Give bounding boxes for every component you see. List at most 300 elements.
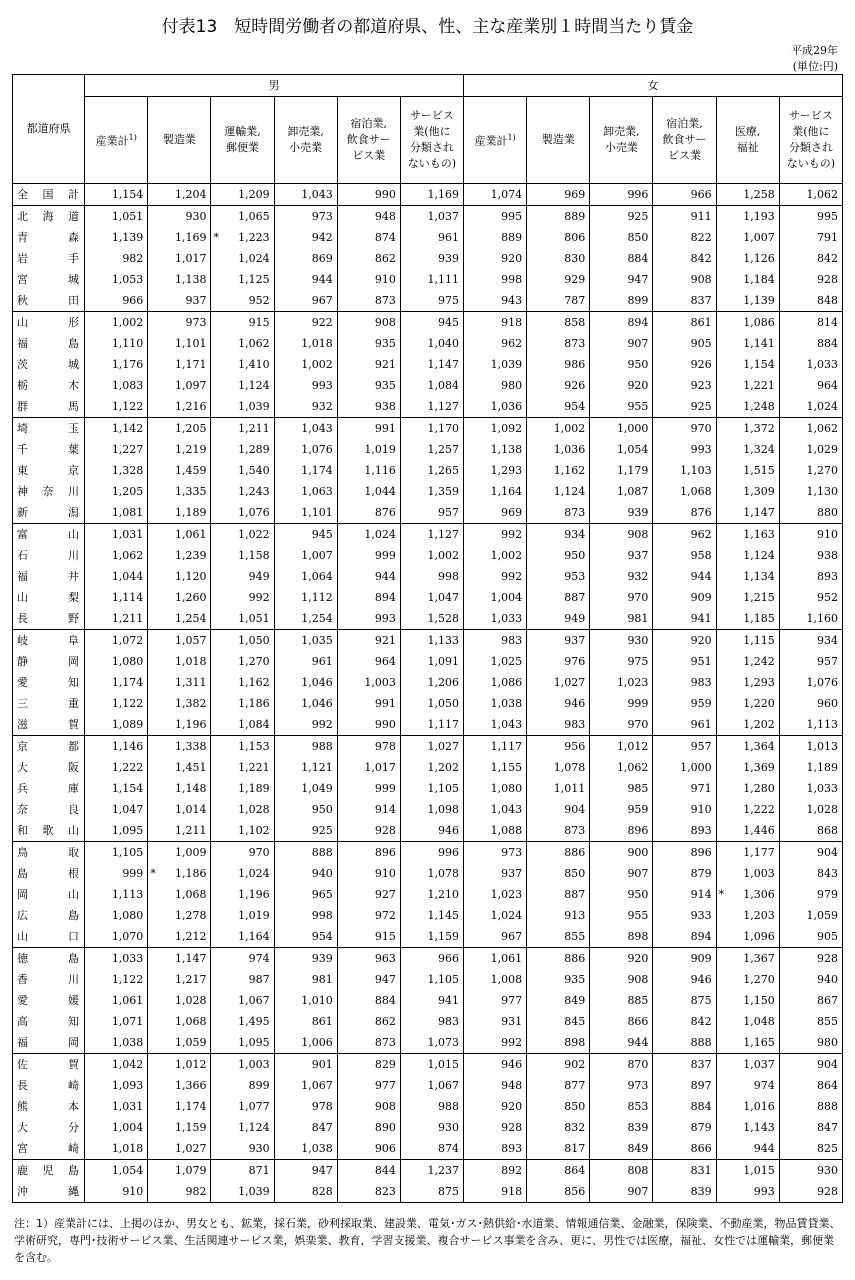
wage-cell: 1,209 xyxy=(211,184,274,206)
wage-cell: 822 xyxy=(653,227,716,248)
wage-cell: 850 xyxy=(527,1096,590,1117)
wage-cell: 1,027 xyxy=(148,1138,211,1160)
wage-cell: 1,028 xyxy=(779,799,842,820)
table-row xyxy=(13,418,843,440)
wage-cell: 1,148 xyxy=(148,778,211,799)
wage-cell: 1,042 xyxy=(85,1054,148,1076)
wage-cell: 1,169 xyxy=(400,184,463,206)
wage-cell: 791 xyxy=(779,227,842,248)
wage-cell: 787 xyxy=(527,290,590,312)
prefecture-name: 福 岡 xyxy=(13,1032,85,1054)
prefecture-name: 岡 山 xyxy=(13,884,85,905)
wage-cell: 955 xyxy=(590,905,653,926)
wage-cell: 1,179 xyxy=(590,460,653,481)
wage-cell: 1,139 xyxy=(716,290,779,312)
wage-cell: 954 xyxy=(274,926,337,948)
wage-cell: 1,162 xyxy=(527,460,590,481)
wage-cell: 887 xyxy=(527,587,590,608)
prefecture-name: 熊 本 xyxy=(13,1096,85,1117)
wage-cell: 945 xyxy=(400,312,463,334)
wage-cell: 1,072 xyxy=(85,630,148,652)
wage-cell: 907 xyxy=(590,863,653,884)
wage-cell: 1,186 xyxy=(211,693,274,714)
wage-cell: 961 xyxy=(653,714,716,736)
wage-cell: 980 xyxy=(779,1032,842,1054)
table-row xyxy=(13,757,843,778)
wage-cell: 1,127 xyxy=(400,524,463,546)
prefecture-name: 奈 良 xyxy=(13,799,85,820)
wage-cell: 1,002 xyxy=(527,418,590,440)
wage-cell: 1,000 xyxy=(653,757,716,778)
wage-cell: 1,289 xyxy=(211,439,274,460)
wage-cell: 929 xyxy=(527,269,590,290)
wage-cell: 1,084 xyxy=(400,375,463,396)
wage-cell: 977 xyxy=(337,1075,400,1096)
wage-cell: 831 xyxy=(653,1160,716,1182)
wage-cell: 1,018 xyxy=(148,651,211,672)
wage-cell: 950 xyxy=(590,354,653,375)
wage-cell: 874 xyxy=(337,227,400,248)
wage-cell: 990 xyxy=(337,184,400,206)
wage-cell: 930 xyxy=(211,1138,274,1160)
prefecture-name: 新 潟 xyxy=(13,502,85,524)
wage-cell: 1,165 xyxy=(716,1032,779,1054)
prefecture-name: 山 口 xyxy=(13,926,85,948)
wage-cell: 915 xyxy=(211,312,274,334)
wage-cell: 959 xyxy=(590,799,653,820)
wage-cell: 871 xyxy=(211,1160,274,1182)
wage-cell: 1,369 xyxy=(716,757,779,778)
wage-cell: 1,050 xyxy=(400,693,463,714)
wage-cell: 1,143 xyxy=(716,1117,779,1138)
prefecture-name: 愛 知 xyxy=(13,672,85,693)
wage-cell: 1,248 xyxy=(716,396,779,418)
wage-cell: 1,068 xyxy=(653,481,716,502)
footnote-text: 注：1）産業計には、上掲のほか、男女とも、鉱業，採石業，砂利採取業、建設業、電気･ガス･熱供給･水道業、情報通信業、金融業，保険業、不動産業，物品賃貸業、学術研究，専門･技術サービス業、生活関連サービス業，娯楽業、教育，学習支援業、複合サービス事業を含み、更に、男性では医療，福祉、女性では運輸業，郵便業を含む。 xyxy=(14,1217,841,1264)
wage-cell: 951 xyxy=(653,651,716,672)
wage-cell: 1,080 xyxy=(464,778,527,799)
column-header: 運輸業, 郵便業 xyxy=(211,97,274,184)
wage-cell: 1,040 xyxy=(400,333,463,354)
wage-cell: 1,012 xyxy=(590,736,653,758)
table-row xyxy=(13,948,843,970)
table-row xyxy=(13,1160,843,1182)
wage-cell: 1,164 xyxy=(464,481,527,502)
wage-cell: 884 xyxy=(653,1096,716,1117)
table-row xyxy=(13,545,843,566)
wage-cell: 1,139 xyxy=(85,227,148,248)
wage-cell: 1,051 xyxy=(85,206,148,228)
wage-cell: 1,067 xyxy=(274,1075,337,1096)
wage-cell: 898 xyxy=(527,1032,590,1054)
wage-cell: 1,216 xyxy=(148,396,211,418)
table-row xyxy=(13,460,843,481)
table-row xyxy=(13,502,843,524)
wage-cell: 1,017 xyxy=(337,757,400,778)
wage-cell: 1,018 xyxy=(274,333,337,354)
wage-cell: 1,215 xyxy=(716,587,779,608)
wage-cell: 1,015 xyxy=(716,1160,779,1182)
wage-cell: 1,115 xyxy=(716,630,779,652)
prefecture-name: 長 野 xyxy=(13,608,85,630)
wage-cell: 998 xyxy=(274,905,337,926)
wage-cell: 983 xyxy=(653,672,716,693)
wage-cell: 901 xyxy=(274,1054,337,1076)
wage-cell: 908 xyxy=(653,269,716,290)
wage-cell: 1,177 xyxy=(716,842,779,864)
wage-cell: 966 xyxy=(653,184,716,206)
wage-cell: 894 xyxy=(590,312,653,334)
wage-cell: 1,205 xyxy=(85,481,148,502)
wage-cell: 1,063 xyxy=(274,481,337,502)
wage-cell: 1,083 xyxy=(85,375,148,396)
wage-cell: 999 xyxy=(337,545,400,566)
wage-cell: 930 xyxy=(148,206,211,228)
wage-cell: 970 xyxy=(653,418,716,440)
wage-cell: 1,133 xyxy=(400,630,463,652)
wage-cell: 1,033 xyxy=(464,608,527,630)
wage-cell: 1,364 xyxy=(716,736,779,758)
wage-cell: 996 xyxy=(400,842,463,864)
wage-cell: 974 xyxy=(716,1075,779,1096)
wage-cell: 947 xyxy=(274,1160,337,1182)
wage-cell: 952 xyxy=(211,290,274,312)
wage-cell: 876 xyxy=(653,502,716,524)
table-row xyxy=(13,1075,843,1096)
wage-cell: 937 xyxy=(148,290,211,312)
wage-cell: 1,270 xyxy=(779,460,842,481)
wage-cell: 1,036 xyxy=(527,439,590,460)
prefecture-name: 岐 阜 xyxy=(13,630,85,652)
wage-cell: 953 xyxy=(527,566,590,587)
wage-cell: 844 xyxy=(337,1160,400,1182)
wage-cell: 847 xyxy=(274,1117,337,1138)
wage-cell: 932 xyxy=(274,396,337,418)
wage-cell: 1,054 xyxy=(590,439,653,460)
wage-cell: 1,017 xyxy=(148,248,211,269)
wage-cell: 1,093 xyxy=(85,1075,148,1096)
prefecture-name: 大 分 xyxy=(13,1117,85,1138)
wage-cell: 842 xyxy=(653,248,716,269)
wage-cell: 1,022 xyxy=(211,524,274,546)
wage-cell: 999 xyxy=(337,778,400,799)
wage-cell: 850 xyxy=(590,227,653,248)
wage-cell: 1,163 xyxy=(716,524,779,546)
wage-cell: 1,170 xyxy=(400,418,463,440)
wage-cell: 823 xyxy=(337,1181,400,1203)
female-header: 女 xyxy=(464,75,843,97)
wage-cell: 975 xyxy=(590,651,653,672)
wage-cell: 948 xyxy=(464,1075,527,1096)
wage-cell: 920 xyxy=(590,375,653,396)
wage-cell: 1,243 xyxy=(211,481,274,502)
wage-cell: 938 xyxy=(337,396,400,418)
wage-cell: 1,155 xyxy=(464,757,527,778)
wage-cell: 1,270 xyxy=(716,969,779,990)
wage-cell: 1,122 xyxy=(85,396,148,418)
wage-cell: 1,189 xyxy=(211,778,274,799)
wage-cell: 910 xyxy=(779,524,842,546)
wage-cell: 1,162 xyxy=(211,672,274,693)
wage-cell: 983 xyxy=(464,630,527,652)
wage-cell: 928 xyxy=(464,1117,527,1138)
wage-cell: 1,125 xyxy=(211,269,274,290)
table-row xyxy=(13,651,843,672)
wage-cell: 1,174 xyxy=(274,460,337,481)
male-header: 男 xyxy=(85,75,464,97)
wage-cell: 1,189 xyxy=(779,757,842,778)
prefecture-name: 富 山 xyxy=(13,524,85,546)
wage-cell: 1,002 xyxy=(464,545,527,566)
wage-cell: 1,159 xyxy=(148,1117,211,1138)
wage-cell: 965 xyxy=(274,884,337,905)
wage-cell: 1,078 xyxy=(400,863,463,884)
wage-cell: 862 xyxy=(337,248,400,269)
wage-cell: 969 xyxy=(527,184,590,206)
wage-cell: 1,010 xyxy=(274,990,337,1011)
wage-cell: 1,019 xyxy=(337,439,400,460)
table-row xyxy=(13,184,843,206)
wage-cell: 1,044 xyxy=(337,481,400,502)
table-row xyxy=(13,566,843,587)
wage-cell: 898 xyxy=(590,926,653,948)
wage-cell: 888 xyxy=(653,1032,716,1054)
wage-cell: 1,184 xyxy=(716,269,779,290)
prefecture-name: 沖 縄 xyxy=(13,1181,85,1203)
wage-cell: 879 xyxy=(653,1117,716,1138)
table-row xyxy=(13,842,843,864)
wage-cell: 868 xyxy=(779,820,842,842)
wage-cell: 1,254 xyxy=(274,608,337,630)
wage-cell: 1,237 xyxy=(400,1160,463,1182)
wage-cell: 1,013 xyxy=(779,736,842,758)
wage-cell: 873 xyxy=(337,290,400,312)
prefecture-name: 佐 賀 xyxy=(13,1054,85,1076)
wage-cell: 1,064 xyxy=(274,566,337,587)
wage-cell: 1,095 xyxy=(211,1032,274,1054)
wage-cell: 864 xyxy=(527,1160,590,1182)
wage-cell: 1,127 xyxy=(400,396,463,418)
wage-cell: 1,159 xyxy=(400,926,463,948)
wage-cell: 1,012 xyxy=(148,1054,211,1076)
wage-cell: 1,122 xyxy=(85,969,148,990)
wage-cell: 1,023 xyxy=(590,672,653,693)
prefecture-name: 福 井 xyxy=(13,566,85,587)
wage-cell: 991 xyxy=(337,418,400,440)
table-row xyxy=(13,736,843,758)
wage-cell: 1,446 xyxy=(716,820,779,842)
wage-cell: 879 xyxy=(653,863,716,884)
wage-cell: 1,054 xyxy=(85,1160,148,1182)
wage-cell: 947 xyxy=(590,269,653,290)
wage-cell: 1,043 xyxy=(274,418,337,440)
wage-cell: 946 xyxy=(653,969,716,990)
wage-cell: 1,138 xyxy=(464,439,527,460)
wage-cell: 945 xyxy=(274,524,337,546)
wage-cell: 1,033 xyxy=(779,354,842,375)
wage-cell: 948 xyxy=(337,206,400,228)
wage-cell: 910 xyxy=(85,1181,148,1203)
wage-cell: 1,033 xyxy=(779,778,842,799)
wage-cell: 1,138 xyxy=(148,269,211,290)
wage-cell: 920 xyxy=(464,1096,527,1117)
wage-cell: 1,019 xyxy=(211,905,274,926)
wage-cell: 910 xyxy=(337,269,400,290)
wage-cell: 893 xyxy=(464,1138,527,1160)
wage-cell: 829 xyxy=(337,1054,400,1076)
wage-cell: 1,046 xyxy=(274,693,337,714)
prefecture-name: 宮 崎 xyxy=(13,1138,85,1160)
wage-cell: 1,037 xyxy=(400,206,463,228)
wage-cell: 928 xyxy=(779,1181,842,1203)
table-row xyxy=(13,990,843,1011)
table-row xyxy=(13,206,843,228)
wage-cell: 904 xyxy=(779,842,842,864)
wage-cell: 892 xyxy=(464,1160,527,1182)
wage-cell: 1,105 xyxy=(400,778,463,799)
table-row xyxy=(13,481,843,502)
wage-cell: 942 xyxy=(274,227,337,248)
wage-cell: 1,046 xyxy=(274,672,337,693)
wage-cell: 1,004 xyxy=(464,587,527,608)
wage-cell: 983 xyxy=(527,714,590,736)
wage-cell: 956 xyxy=(527,736,590,758)
wage-cell: 921 xyxy=(337,354,400,375)
wage-cell: 1,086 xyxy=(464,672,527,693)
wage-cell: 1,451 xyxy=(148,757,211,778)
wage-cell: 946 xyxy=(527,693,590,714)
wage-cell: 933 xyxy=(653,905,716,926)
wage-cell: 877 xyxy=(527,1075,590,1096)
prefecture-name: 山 梨 xyxy=(13,587,85,608)
wage-cell: 1,124 xyxy=(527,481,590,502)
table-row xyxy=(13,799,843,820)
prefecture-name: 福 島 xyxy=(13,333,85,354)
wage-cell: 930 xyxy=(400,1117,463,1138)
wage-cell: 988 xyxy=(400,1096,463,1117)
wage-cell: 888 xyxy=(779,1096,842,1117)
wage-cell: 993 xyxy=(653,439,716,460)
wage-cell: 848 xyxy=(779,290,842,312)
wage-cell: 957 xyxy=(779,651,842,672)
wage-cell: 978 xyxy=(274,1096,337,1117)
wage-cell: * 1,223 xyxy=(211,227,274,248)
wage-cell: 914 xyxy=(653,884,716,905)
wage-cell: 993 xyxy=(337,608,400,630)
wage-cell: 847 xyxy=(779,1117,842,1138)
wage-cell: 1,098 xyxy=(400,799,463,820)
table-row xyxy=(13,269,843,290)
wage-cell: 922 xyxy=(274,312,337,334)
pref-header: 都道府県 xyxy=(13,75,85,184)
wage-cell: 906 xyxy=(337,1138,400,1160)
wage-cell: 1,270 xyxy=(211,651,274,672)
prefecture-name: 徳 島 xyxy=(13,948,85,970)
table-row xyxy=(13,1138,843,1160)
wage-cell: 1,112 xyxy=(274,587,337,608)
wage-cell: 1,171 xyxy=(148,354,211,375)
wage-cell: 1,105 xyxy=(400,969,463,990)
wage-cell: 1,372 xyxy=(716,418,779,440)
wage-cell: 909 xyxy=(653,948,716,970)
wage-cell: 931 xyxy=(464,1011,527,1032)
wage-cell: 885 xyxy=(590,990,653,1011)
wage-cell: 1,202 xyxy=(400,757,463,778)
wage-cell: * 1,186 xyxy=(148,863,211,884)
wage-cell: 925 xyxy=(274,820,337,842)
wage-cell: 934 xyxy=(527,524,590,546)
wage-cell: 970 xyxy=(211,842,274,864)
wage-cell: 999 xyxy=(85,863,148,884)
wage-cell: 1,145 xyxy=(400,905,463,926)
prefecture-name: 大 阪 xyxy=(13,757,85,778)
wage-cell: 1,044 xyxy=(85,566,148,587)
wage-cell: 970 xyxy=(590,714,653,736)
wage-cell: 980 xyxy=(464,375,527,396)
wage-cell: 845 xyxy=(527,1011,590,1032)
wage-cell: 1,222 xyxy=(716,799,779,820)
wage-cell: 1,147 xyxy=(148,948,211,970)
wage-cell: 842 xyxy=(653,1011,716,1032)
wage-cell: 889 xyxy=(464,227,527,248)
wage-cell: 1,031 xyxy=(85,524,148,546)
wage-cell: 858 xyxy=(527,312,590,334)
wage-cell: 920 xyxy=(653,630,716,652)
wage-cell: 926 xyxy=(653,354,716,375)
wage-cell: 832 xyxy=(527,1117,590,1138)
column-header: サービス 業(他に 分類され ないもの) xyxy=(779,97,842,184)
wage-cell: 981 xyxy=(590,608,653,630)
wage-cell: 973 xyxy=(590,1075,653,1096)
wage-cell: 880 xyxy=(779,502,842,524)
wage-cell: 1,111 xyxy=(400,269,463,290)
wage-cell: 866 xyxy=(653,1138,716,1160)
wage-cell: 1,048 xyxy=(716,1011,779,1032)
table-row xyxy=(13,439,843,460)
wage-cell: 1,174 xyxy=(85,672,148,693)
table-row xyxy=(13,905,843,926)
wage-cell: 900 xyxy=(590,842,653,864)
wage-cell: 1,309 xyxy=(716,481,779,502)
wage-cell: 1,037 xyxy=(716,1054,779,1076)
prefecture-name: 秋 田 xyxy=(13,290,85,312)
wage-cell: 977 xyxy=(464,990,527,1011)
wage-cell: 973 xyxy=(274,206,337,228)
wage-cell: 974 xyxy=(211,948,274,970)
prefecture-name: 兵 庫 xyxy=(13,778,85,799)
wage-cell: 928 xyxy=(779,948,842,970)
wage-cell: 1,293 xyxy=(464,460,527,481)
wage-cell: 1,459 xyxy=(148,460,211,481)
wage-cell: 1,016 xyxy=(716,1096,779,1117)
wage-cell: 1,038 xyxy=(85,1032,148,1054)
wage-cell: 1,154 xyxy=(85,778,148,799)
wage-cell: 1,150 xyxy=(716,990,779,1011)
wage-cell: 982 xyxy=(148,1181,211,1203)
wage-cell: 1,062 xyxy=(779,184,842,206)
wage-cell: 1,015 xyxy=(400,1054,463,1076)
asterisk-mark: * xyxy=(213,231,219,244)
wage-cell: 1,328 xyxy=(85,460,148,481)
wage-cell: 1,146 xyxy=(85,736,148,758)
wage-cell: 839 xyxy=(653,1181,716,1203)
wage-cell: 828 xyxy=(274,1181,337,1203)
wage-cell: 944 xyxy=(274,269,337,290)
wage-cell: 864 xyxy=(779,1075,842,1096)
wage-cell: 1,160 xyxy=(779,608,842,630)
wage-cell: 1,130 xyxy=(779,481,842,502)
wage-cell: 949 xyxy=(527,608,590,630)
